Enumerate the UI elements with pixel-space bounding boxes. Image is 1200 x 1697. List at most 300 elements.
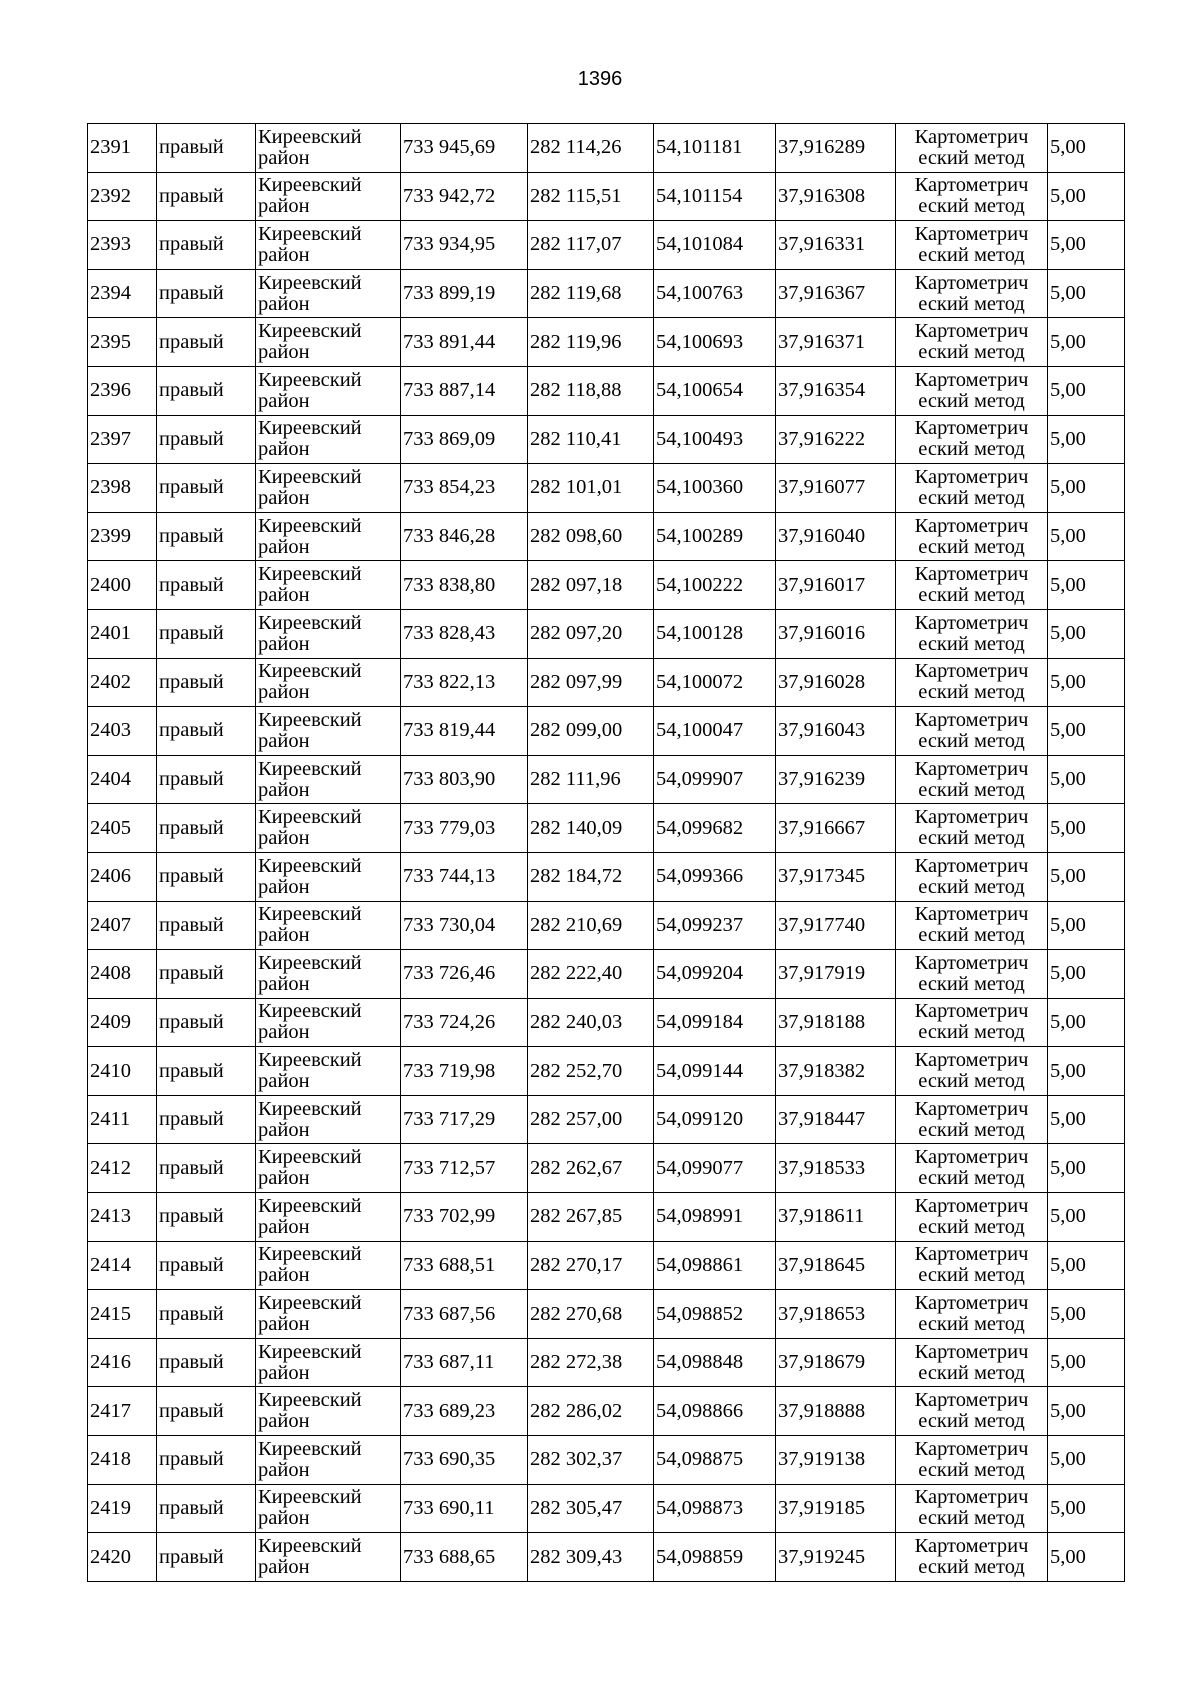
bank-side-cell: правый: [157, 1338, 256, 1387]
point-number-cell: 2416: [88, 1338, 157, 1387]
district-line-1: Киреевский: [258, 1340, 362, 1363]
district-line-2: район: [258, 292, 310, 315]
method-line-2: еский метод: [918, 1264, 1025, 1287]
district-line-2: район: [258, 1313, 310, 1336]
latitude-cell: 54,101181: [654, 124, 776, 173]
district-line-2: район: [258, 1021, 310, 1044]
y-coordinate-cell: 282 222,40: [528, 950, 654, 999]
method-line-1: Картометрич: [914, 1243, 1029, 1266]
district-line-1: Киреевский: [258, 1292, 362, 1315]
table-row: [88, 852, 1125, 901]
point-number-cell: 2417: [88, 1387, 157, 1436]
y-coordinate-cell: 282 101,01: [528, 464, 654, 513]
point-number-cell: 2408: [88, 950, 157, 999]
bank-side-cell: правый: [157, 366, 256, 415]
method-line-1: Картометрич: [914, 368, 1029, 391]
point-number-cell: 2400: [88, 561, 157, 610]
latitude-cell: 54,101154: [654, 172, 776, 221]
district-cell: [256, 1144, 401, 1193]
district-cell: [256, 464, 401, 513]
method-line-2: еский метод: [918, 389, 1025, 412]
district-line-1: Киреевский: [258, 1486, 362, 1509]
method-cell: [896, 1338, 1048, 1387]
longitude-cell: 37,918533: [776, 1144, 896, 1193]
point-number-cell: 2396: [88, 366, 157, 415]
x-coordinate-cell: 733 846,28: [401, 512, 528, 561]
point-number-cell: 2420: [88, 1533, 157, 1582]
latitude-cell: 54,099204: [654, 950, 776, 999]
district-line-1: Киреевский: [258, 951, 362, 974]
latitude-cell: 54,098861: [654, 1241, 776, 1290]
y-coordinate-cell: 282 210,69: [528, 901, 654, 950]
district-line-1: Киреевский: [258, 903, 362, 926]
longitude-cell: 37,916371: [776, 318, 896, 367]
bank-side-cell: правый: [157, 512, 256, 561]
point-number-cell: 2415: [88, 1290, 157, 1339]
district-line-2: район: [258, 778, 310, 801]
method-line-1: Картометрич: [914, 1535, 1029, 1558]
method-cell: [896, 609, 1048, 658]
district-line-1: Киреевский: [258, 757, 362, 780]
x-coordinate-cell: 733 869,09: [401, 415, 528, 464]
district-line-2: район: [258, 1070, 310, 1093]
bank-side-cell: правый: [157, 464, 256, 513]
district-cell: [256, 998, 401, 1047]
district-cell: [256, 1290, 401, 1339]
method-line-1: Картометрич: [914, 174, 1029, 197]
district-cell: [256, 658, 401, 707]
district-line-1: Киреевский: [258, 854, 362, 877]
y-coordinate-cell: 282 302,37: [528, 1436, 654, 1485]
accuracy-cell: 5,00: [1048, 269, 1125, 318]
x-coordinate-cell: 733 702,99: [401, 1193, 528, 1242]
table-row: [88, 998, 1125, 1047]
point-number-cell: 2410: [88, 1047, 157, 1096]
x-coordinate-cell: 733 688,65: [401, 1533, 528, 1582]
bank-side-cell: правый: [157, 1241, 256, 1290]
longitude-cell: 37,917345: [776, 852, 896, 901]
method-line-2: еский метод: [918, 972, 1025, 995]
x-coordinate-cell: 733 819,44: [401, 707, 528, 756]
district-line-1: Киреевский: [258, 174, 362, 197]
accuracy-cell: 5,00: [1048, 1241, 1125, 1290]
method-line-1: Картометрич: [914, 708, 1029, 731]
latitude-cell: 54,099366: [654, 852, 776, 901]
district-cell: [256, 221, 401, 270]
longitude-cell: 37,919185: [776, 1484, 896, 1533]
longitude-cell: 37,916289: [776, 124, 896, 173]
point-number-cell: 2395: [88, 318, 157, 367]
district-line-1: Киреевский: [258, 611, 362, 634]
point-number-cell: 2407: [88, 901, 157, 950]
district-line-1: Киреевский: [258, 660, 362, 683]
y-coordinate-cell: 282 097,18: [528, 561, 654, 610]
accuracy-cell: 5,00: [1048, 658, 1125, 707]
district-line-2: район: [258, 389, 310, 412]
method-line-2: еский метод: [918, 486, 1025, 509]
bank-side-cell: правый: [157, 804, 256, 853]
table-row: [88, 415, 1125, 464]
longitude-cell: 37,916354: [776, 366, 896, 415]
point-number-cell: 2409: [88, 998, 157, 1047]
table-row: [88, 366, 1125, 415]
method-cell: [896, 658, 1048, 707]
bank-side-cell: правый: [157, 1095, 256, 1144]
bank-side-cell: правый: [157, 415, 256, 464]
district-cell: [256, 269, 401, 318]
method-line-2: еский метод: [918, 924, 1025, 947]
district-line-2: район: [258, 243, 310, 266]
table-row: [88, 804, 1125, 853]
latitude-cell: 54,099682: [654, 804, 776, 853]
district-line-1: Киреевский: [258, 1243, 362, 1266]
district-cell: [256, 318, 401, 367]
method-line-2: еский метод: [918, 1167, 1025, 1190]
method-line-1: Картометрич: [914, 514, 1029, 537]
method-line-1: Картометрич: [914, 854, 1029, 877]
y-coordinate-cell: 282 114,26: [528, 124, 654, 173]
latitude-cell: 54,100693: [654, 318, 776, 367]
longitude-cell: 37,918653: [776, 1290, 896, 1339]
x-coordinate-cell: 733 730,04: [401, 901, 528, 950]
district-line-2: район: [258, 195, 310, 218]
district-line-1: Киреевский: [258, 320, 362, 343]
bank-side-cell: правый: [157, 950, 256, 999]
district-line-2: район: [258, 1264, 310, 1287]
x-coordinate-cell: 733 891,44: [401, 318, 528, 367]
district-line-2: район: [258, 584, 310, 607]
district-line-1: Киреевский: [258, 563, 362, 586]
y-coordinate-cell: 282 262,67: [528, 1144, 654, 1193]
latitude-cell: 54,098873: [654, 1484, 776, 1533]
method-line-2: еский метод: [918, 1361, 1025, 1384]
method-cell: [896, 755, 1048, 804]
table-row: [88, 1144, 1125, 1193]
district-line-2: район: [258, 681, 310, 704]
latitude-cell: 54,100047: [654, 707, 776, 756]
y-coordinate-cell: 282 118,88: [528, 366, 654, 415]
latitude-cell: 54,100763: [654, 269, 776, 318]
district-cell: [256, 1387, 401, 1436]
accuracy-cell: 5,00: [1048, 318, 1125, 367]
method-cell: [896, 464, 1048, 513]
point-number-cell: 2391: [88, 124, 157, 173]
y-coordinate-cell: 282 272,38: [528, 1338, 654, 1387]
method-line-1: Картометрич: [914, 1486, 1029, 1509]
y-coordinate-cell: 282 115,51: [528, 172, 654, 221]
y-coordinate-cell: 282 240,03: [528, 998, 654, 1047]
longitude-cell: 37,916077: [776, 464, 896, 513]
accuracy-cell: 5,00: [1048, 998, 1125, 1047]
table-body: [88, 124, 1125, 1582]
method-cell: [896, 415, 1048, 464]
district-cell: [256, 1533, 401, 1582]
table-row: [88, 1387, 1125, 1436]
method-line-2: еский метод: [918, 243, 1025, 266]
point-number-cell: 2402: [88, 658, 157, 707]
district-line-2: район: [258, 632, 310, 655]
longitude-cell: 37,916367: [776, 269, 896, 318]
bank-side-cell: правый: [157, 1193, 256, 1242]
accuracy-cell: 5,00: [1048, 172, 1125, 221]
district-cell: [256, 1095, 401, 1144]
method-line-1: Картометрич: [914, 125, 1029, 148]
table-row: [88, 1193, 1125, 1242]
accuracy-cell: 5,00: [1048, 609, 1125, 658]
point-number-cell: 2406: [88, 852, 157, 901]
table-row: [88, 901, 1125, 950]
district-line-2: район: [258, 924, 310, 947]
accuracy-cell: 5,00: [1048, 512, 1125, 561]
table-row: [88, 172, 1125, 221]
accuracy-cell: 5,00: [1048, 1193, 1125, 1242]
y-coordinate-cell: 282 270,17: [528, 1241, 654, 1290]
method-cell: [896, 1436, 1048, 1485]
point-number-cell: 2394: [88, 269, 157, 318]
x-coordinate-cell: 733 744,13: [401, 852, 528, 901]
method-line-1: Картометрич: [914, 563, 1029, 586]
latitude-cell: 54,100360: [654, 464, 776, 513]
x-coordinate-cell: 733 822,13: [401, 658, 528, 707]
latitude-cell: 54,098848: [654, 1338, 776, 1387]
table-row: [88, 658, 1125, 707]
latitude-cell: 54,099184: [654, 998, 776, 1047]
method-line-2: еский метод: [918, 1458, 1025, 1481]
district-line-1: Киреевский: [258, 222, 362, 245]
latitude-cell: 54,100654: [654, 366, 776, 415]
latitude-cell: 54,098991: [654, 1193, 776, 1242]
latitude-cell: 54,101084: [654, 221, 776, 270]
method-line-2: еский метод: [918, 438, 1025, 461]
bank-side-cell: правый: [157, 1436, 256, 1485]
bank-side-cell: правый: [157, 658, 256, 707]
latitude-cell: 54,100289: [654, 512, 776, 561]
table-row: [88, 1436, 1125, 1485]
x-coordinate-cell: 733 687,11: [401, 1338, 528, 1387]
point-number-cell: 2411: [88, 1095, 157, 1144]
district-line-1: Киреевский: [258, 1535, 362, 1558]
point-number-cell: 2403: [88, 707, 157, 756]
point-number-cell: 2397: [88, 415, 157, 464]
method-line-1: Картометрич: [914, 1000, 1029, 1023]
accuracy-cell: 5,00: [1048, 1047, 1125, 1096]
method-cell: [896, 318, 1048, 367]
bank-side-cell: правый: [157, 1484, 256, 1533]
accuracy-cell: 5,00: [1048, 1436, 1125, 1485]
method-cell: [896, 950, 1048, 999]
method-cell: [896, 1144, 1048, 1193]
district-cell: [256, 1047, 401, 1096]
method-line-2: еский метод: [918, 1118, 1025, 1141]
longitude-cell: 37,916028: [776, 658, 896, 707]
y-coordinate-cell: 282 305,47: [528, 1484, 654, 1533]
x-coordinate-cell: 733 690,35: [401, 1436, 528, 1485]
district-cell: [256, 950, 401, 999]
method-line-2: еский метод: [918, 827, 1025, 850]
longitude-cell: 37,916016: [776, 609, 896, 658]
longitude-cell: 37,919138: [776, 1436, 896, 1485]
method-cell: [896, 707, 1048, 756]
district-line-2: район: [258, 1410, 310, 1433]
accuracy-cell: 5,00: [1048, 124, 1125, 173]
district-line-2: район: [258, 1118, 310, 1141]
method-cell: [896, 512, 1048, 561]
accuracy-cell: 5,00: [1048, 1484, 1125, 1533]
district-line-1: Киреевский: [258, 514, 362, 537]
accuracy-cell: 5,00: [1048, 221, 1125, 270]
method-line-2: еский метод: [918, 292, 1025, 315]
method-line-1: Картометрич: [914, 757, 1029, 780]
method-line-2: еский метод: [918, 729, 1025, 752]
district-line-1: Киреевский: [258, 271, 362, 294]
latitude-cell: 54,099237: [654, 901, 776, 950]
bank-side-cell: правый: [157, 609, 256, 658]
x-coordinate-cell: 733 719,98: [401, 1047, 528, 1096]
x-coordinate-cell: 733 726,46: [401, 950, 528, 999]
method-line-1: Картометрич: [914, 1340, 1029, 1363]
district-cell: [256, 901, 401, 950]
district-cell: [256, 1484, 401, 1533]
y-coordinate-cell: 282 097,99: [528, 658, 654, 707]
longitude-cell: 37,916667: [776, 804, 896, 853]
method-line-2: еский метод: [918, 1410, 1025, 1433]
accuracy-cell: 5,00: [1048, 1290, 1125, 1339]
longitude-cell: 37,917919: [776, 950, 896, 999]
method-cell: [896, 124, 1048, 173]
method-line-2: еский метод: [918, 341, 1025, 364]
accuracy-cell: 5,00: [1048, 707, 1125, 756]
bank-side-cell: правый: [157, 1533, 256, 1582]
x-coordinate-cell: 733 717,29: [401, 1095, 528, 1144]
y-coordinate-cell: 282 099,00: [528, 707, 654, 756]
point-number-cell: 2404: [88, 755, 157, 804]
district-line-2: район: [258, 438, 310, 461]
longitude-cell: 37,918679: [776, 1338, 896, 1387]
district-line-1: Киреевский: [258, 125, 362, 148]
table-row: [88, 1290, 1125, 1339]
method-cell: [896, 1241, 1048, 1290]
x-coordinate-cell: 733 945,69: [401, 124, 528, 173]
longitude-cell: 37,918888: [776, 1387, 896, 1436]
method-cell: [896, 1095, 1048, 1144]
district-line-2: район: [258, 972, 310, 995]
accuracy-cell: 5,00: [1048, 366, 1125, 415]
district-cell: [256, 366, 401, 415]
table-row: [88, 707, 1125, 756]
district-line-2: район: [258, 729, 310, 752]
table-row: [88, 1047, 1125, 1096]
accuracy-cell: 5,00: [1048, 755, 1125, 804]
y-coordinate-cell: 282 252,70: [528, 1047, 654, 1096]
y-coordinate-cell: 282 119,68: [528, 269, 654, 318]
method-cell: [896, 1484, 1048, 1533]
latitude-cell: 54,099907: [654, 755, 776, 804]
district-line-2: район: [258, 1167, 310, 1190]
bank-side-cell: правый: [157, 707, 256, 756]
accuracy-cell: 5,00: [1048, 852, 1125, 901]
method-cell: [896, 804, 1048, 853]
table-row: [88, 269, 1125, 318]
x-coordinate-cell: 733 688,51: [401, 1241, 528, 1290]
latitude-cell: 54,098866: [654, 1387, 776, 1436]
x-coordinate-cell: 733 803,90: [401, 755, 528, 804]
y-coordinate-cell: 282 098,60: [528, 512, 654, 561]
method-line-1: Картометрич: [914, 611, 1029, 634]
district-cell: [256, 609, 401, 658]
longitude-cell: 37,916040: [776, 512, 896, 561]
longitude-cell: 37,918611: [776, 1193, 896, 1242]
district-cell: [256, 1193, 401, 1242]
x-coordinate-cell: 733 687,56: [401, 1290, 528, 1339]
point-number-cell: 2393: [88, 221, 157, 270]
x-coordinate-cell: 733 724,26: [401, 998, 528, 1047]
y-coordinate-cell: 282 117,07: [528, 221, 654, 270]
table-row: [88, 1241, 1125, 1290]
coordinates-table: [87, 123, 1125, 1582]
table-row: [88, 950, 1125, 999]
district-line-1: Киреевский: [258, 1194, 362, 1217]
method-cell: [896, 221, 1048, 270]
accuracy-cell: 5,00: [1048, 1144, 1125, 1193]
district-line-2: район: [258, 486, 310, 509]
method-line-2: еский метод: [918, 1313, 1025, 1336]
method-cell: [896, 561, 1048, 610]
table-row: [88, 1484, 1125, 1533]
method-cell: [896, 366, 1048, 415]
x-coordinate-cell: 733 712,57: [401, 1144, 528, 1193]
latitude-cell: 54,100222: [654, 561, 776, 610]
y-coordinate-cell: 282 267,85: [528, 1193, 654, 1242]
method-cell: [896, 852, 1048, 901]
point-number-cell: 2398: [88, 464, 157, 513]
method-line-2: еский метод: [918, 1215, 1025, 1238]
x-coordinate-cell: 733 934,95: [401, 221, 528, 270]
accuracy-cell: 5,00: [1048, 901, 1125, 950]
district-cell: [256, 804, 401, 853]
longitude-cell: 37,916017: [776, 561, 896, 610]
accuracy-cell: 5,00: [1048, 1387, 1125, 1436]
method-line-2: еский метод: [918, 146, 1025, 169]
bank-side-cell: правый: [157, 124, 256, 173]
method-line-2: еский метод: [918, 195, 1025, 218]
latitude-cell: 54,099120: [654, 1095, 776, 1144]
method-line-1: Картометрич: [914, 806, 1029, 829]
latitude-cell: 54,098852: [654, 1290, 776, 1339]
y-coordinate-cell: 282 111,96: [528, 755, 654, 804]
point-number-cell: 2399: [88, 512, 157, 561]
y-coordinate-cell: 282 097,20: [528, 609, 654, 658]
table-row: [88, 318, 1125, 367]
bank-side-cell: правый: [157, 1144, 256, 1193]
accuracy-cell: 5,00: [1048, 464, 1125, 513]
method-cell: [896, 1193, 1048, 1242]
district-line-1: Киреевский: [258, 1389, 362, 1412]
bank-side-cell: правый: [157, 269, 256, 318]
longitude-cell: 37,918382: [776, 1047, 896, 1096]
method-line-2: еский метод: [918, 1070, 1025, 1093]
point-number-cell: 2401: [88, 609, 157, 658]
district-line-2: район: [258, 1215, 310, 1238]
method-line-1: Картометрич: [914, 903, 1029, 926]
method-line-1: Картометрич: [914, 660, 1029, 683]
latitude-cell: 54,099144: [654, 1047, 776, 1096]
latitude-cell: 54,100493: [654, 415, 776, 464]
y-coordinate-cell: 282 270,68: [528, 1290, 654, 1339]
latitude-cell: 54,100128: [654, 609, 776, 658]
bank-side-cell: правый: [157, 998, 256, 1047]
method-line-2: еский метод: [918, 1021, 1025, 1044]
method-cell: [896, 1387, 1048, 1436]
